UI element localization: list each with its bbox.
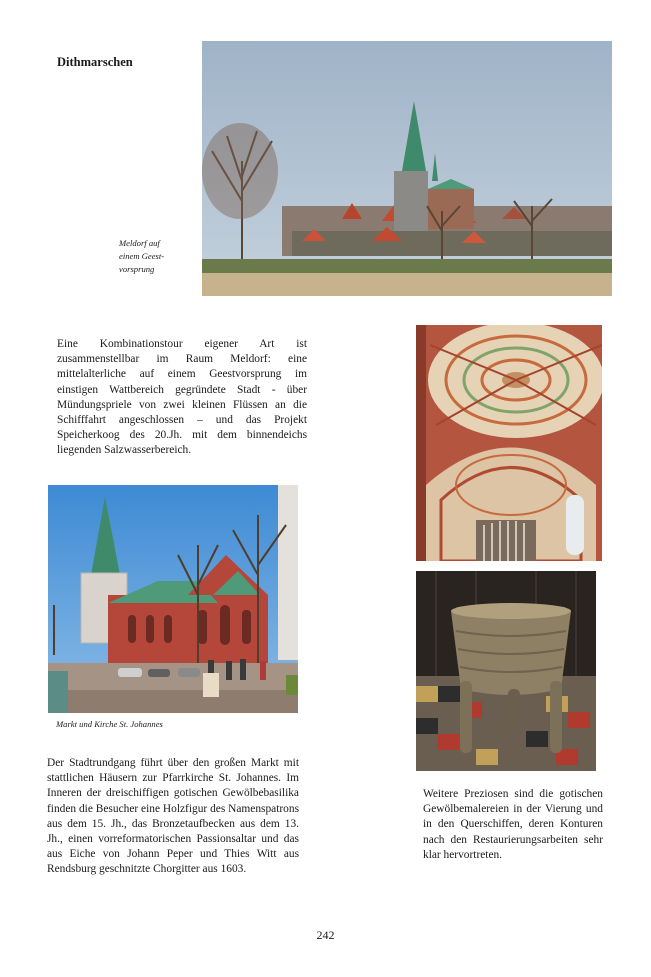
bronze-font-photo — [416, 571, 596, 771]
caption-line: einem Geest- — [119, 251, 165, 261]
market-church-photo — [48, 485, 298, 713]
caption-line: Meldorf auf — [119, 238, 160, 248]
intro-paragraph: Eine Kombinationstour eigener Art ist zusammenstellbar im Raum Meldorf: eine mittelalterliche auf einem Geestvorsprung im einstigen Wattbereich gegründete Stadt - über Mündungspriele von zwei kleinen Flüssen an die Schifffahrt angeschlossen – und das Projekt Speicherkoog des 20.Jh. mit dem binnendeichs liegenden Salzwasserbereich. — [57, 338, 307, 457]
preziosen-paragraph: Weitere Preziosen sind die gotischen Gewölbemalereien in der Vierung und in den Querschiffen, deren Konturen nach den Restaurierungsarbeiten sehr klar hervortreten. — [423, 788, 603, 861]
page-heading: Dithmarschen — [57, 55, 133, 69]
rundgang-paragraph: Der Stadtrundgang führt über den großen Markt mit stattlichen Häusern zur Pfarrkirche St. Johannes. Im Inneren der dreischiffigen gotischen Gewölbebasilika finden die Besucher eine Holzfigur des Namenspatrons aus dem 15. Jh., das Bronzetaufbecken aus dem 13. Jh., einen vorreformatorischen Passionsaltar und das aus Eiche von Johann Peper und Thies Witt aus Rendsburg geschnitzte Chorgitter aus 1603. — [47, 757, 299, 876]
meldorf-caption — [119, 237, 189, 276]
vaulted-ceiling-photo — [416, 325, 602, 561]
meldorf-skyline-photo — [202, 41, 612, 296]
caption-line: vorsprung — [119, 264, 155, 274]
markt-caption: Markt und Kirche St. Johannes — [56, 719, 163, 729]
page-number: 242 — [316, 928, 335, 942]
